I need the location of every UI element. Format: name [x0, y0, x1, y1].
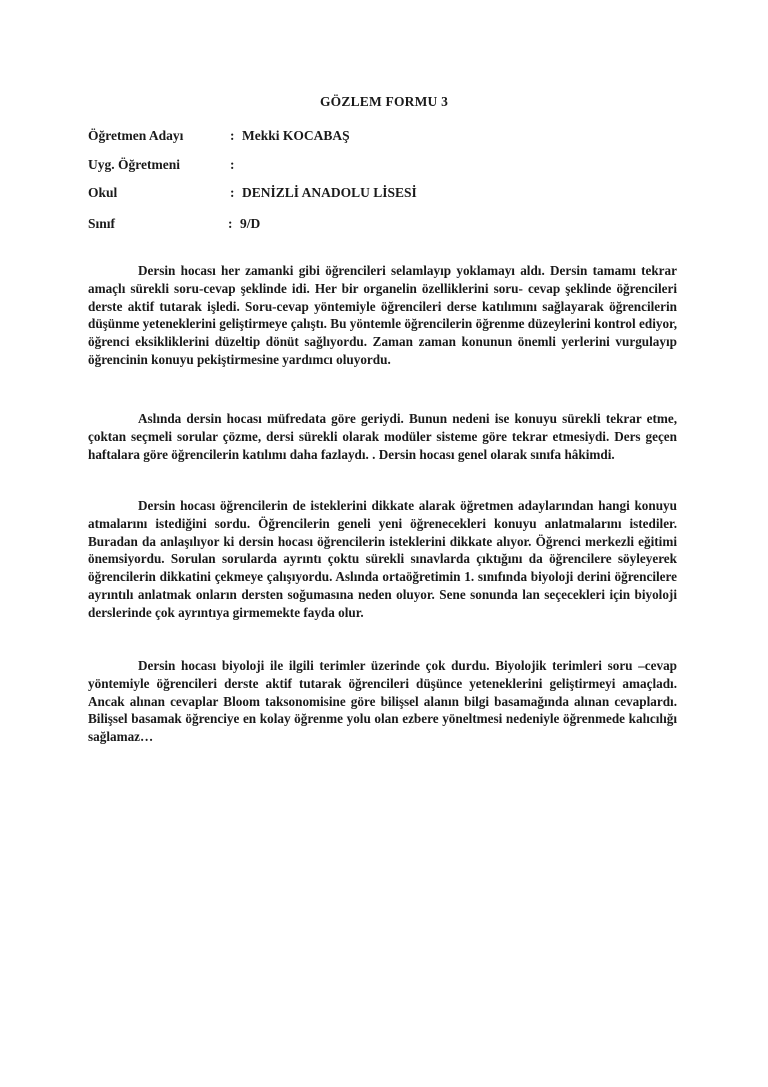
body-paragraph: Dersin hocası öğrencilerin de isteklerini dikkate alarak öğretmen adaylarından hangi konuyu atmalarını istediğini sordu. Öğrencilerin geneli yeni öğrenecekleri konuyu anlatmalarını istediler. Buradan da anlaşılıyor ki dersin hocası öğrencilerin isteklerini dikkate alıyor. Öğrenci merkezli eğitimi önemsiyordu. Sorulan sorularda ayrıntı çoktu sürekli sınavlarda çıktığını da öğrencilere söyleyerek öğrencilerin dikkatini çekmeye çalışıyordu. Aslında ortaöğretimin 1. sınıfında biyoloji derini öğrencilere ayrıntılı anlatmak onların dersten soğumasına neden oluyor. Sene sonunda lan seçecekleri için biyoloji derslerinde çok ayrıntıya girmemekte fayda olur. — [88, 498, 677, 620]
page-title: GÖZLEM FORMU 3 — [319, 94, 449, 109]
info-value: DENİZLİ ANADOLU LİSESİ — [242, 185, 417, 200]
info-colon: : — [230, 157, 235, 172]
body-paragraph: Dersin hocası her zamanki gibi öğrencileri selamlayıp yoklamayı aldı. Dersin tamamı tekrar amaçlı sürekli soru-cevap şeklinde idi. Her bir organelin özelliklerini soru- cevap şeklinde öğrencileri derste aktif tutarak işledi. Soru-cevap yöntemiyle öğrencileri derse katılımını sağlayarak öğrencilerin düşünme yeteneklerini geliştirmeye çalıştı. Bu yöntemle öğrencilerin öğrenme düzeylerini kontrol ediyor, öğrenci eksikliklerini düzeltip dönüt sağlıyordu. Zaman zaman konunun önemli yerlerini vurgulayıp öğrencinin konuyu pekiştirmesine yardımcı oluyordu. — [88, 263, 677, 367]
body-paragraph: Dersin hocası biyoloji ile ilgili terimler üzerinde çok durdu. Biyolojik terimleri soru –cevap yöntemiyle öğrencileri derste aktif tutarak öğrencileri düşünce yeteneklerini geliştirmeyi amaçladı. Ancak alınan cevaplar Bloom taksonomisine göre bilişsel alanın bilgi basamağında alınan cevaplardı. Bilişsel basamak öğrenciye en kolay öğrenme yolu olan ezbere yöneltmesi nedeniyle öğrenmede kalıcılığı sağlamaz… — [88, 658, 677, 745]
body-paragraph: Aslında dersin hocası müfredata göre geriydi. Bunun nedeni ise konuyu sürekli tekrar etme, çoktan seçmeli sorular çözme, dersi sürekli olarak modüler sisteme göre tekrar etmesiydi. Ders geçen haftalara göre öğrencilerin katılımı daha fazlaydı. . Dersin hocası genel olarak sınıfa hâkimdi. — [88, 411, 677, 462]
info-value: 9/D — [240, 216, 261, 231]
info-label: Öğretmen Adayı — [88, 128, 184, 143]
info-value: Mekki KOCABAŞ — [242, 128, 350, 143]
info-label: Sınıf — [88, 216, 116, 231]
info-colon: : — [230, 128, 235, 143]
info-colon: : — [228, 216, 233, 231]
info-colon: : — [230, 185, 235, 200]
info-label: Uyg. Öğretmeni — [88, 157, 180, 172]
info-label: Okul — [88, 185, 118, 200]
